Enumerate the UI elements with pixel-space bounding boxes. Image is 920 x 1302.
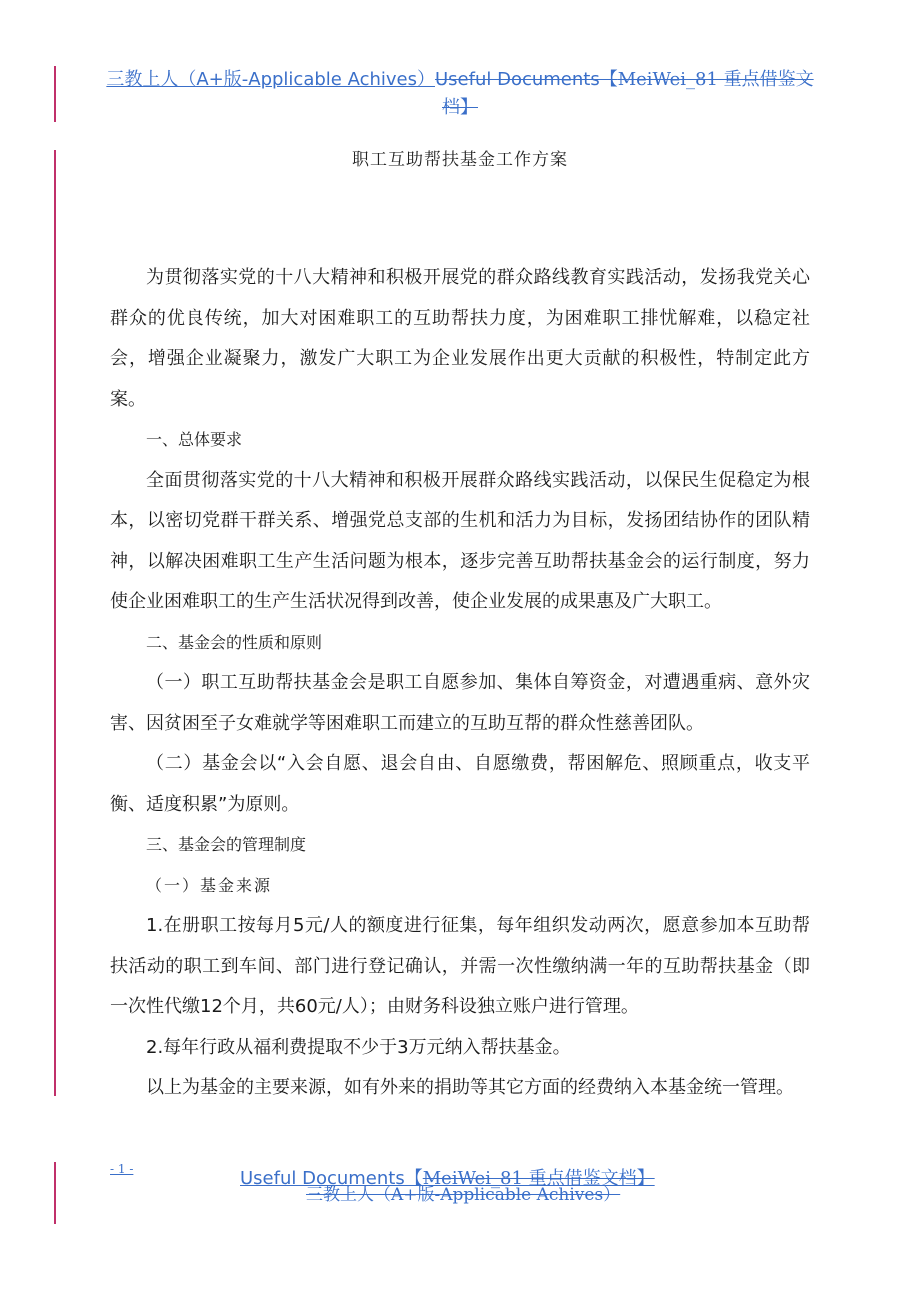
- page-footer: [240, 1164, 660, 1205]
- section-heading-1: 一、总体要求: [146, 430, 243, 449]
- paragraph-section-1: 全面贯彻落实党的十八大精神和积极开展群众路线实践活动，以保民生促稳定为根本，以密切党群干群关系、增强党总支部的生机和活力为目标，发扬团结协作的团队精神，以解决困难职工生产生活问题为根本，逐步完善互助帮扶基金会的运行制度，努力使企业困难职工的生产生活状况得到改善，使企业发展的成果惠及广大职工。: [110, 469, 810, 612]
- revision-bar-top: [54, 66, 56, 122]
- section-heading-3: 三、基金会的管理制度: [146, 835, 307, 854]
- paragraph-fund-item-2: 2.每年行政从福利费提取不少于3万元纳入帮扶基金。: [146, 1036, 571, 1058]
- page-header: [100, 66, 820, 122]
- footer-line-2: 三教上人（A+版-Applicable Achives）: [306, 1185, 621, 1205]
- subheading-fund-source: （一）基金来源: [146, 875, 273, 895]
- paragraph-intro: 为贯彻落实党的十八大精神和积极开展党的群众路线教育实践活动，发扬我党关心群众的优良传统，加大对困难职工的互助帮扶力度，为困难职工排忧解难，以稳定社会，增强企业凝聚力，激发广大职工为企业发展作出更大贡献的积极性，特制定此方案。: [110, 267, 810, 410]
- revision-bar-footer: [54, 1162, 56, 1224]
- footer-text-b: MeiWei_81 重点借鉴文档】: [422, 1168, 655, 1189]
- section-heading-2: 二、基金会的性质和原则: [146, 632, 323, 652]
- document-title: 职工互助帮扶基金工作方案: [352, 150, 568, 170]
- paragraph-fund-item-1: 1.在册职工按每月5元/人的额度进行征集，每年组织发动两次，愿意参加本互助帮扶活动的职工到车间、部门进行登记确认，并需一次性缴纳满一年的互助帮扶基金（即一次性代缴12个月，共60元/人）；由财务科设独立账户进行管理。: [110, 915, 810, 1017]
- document-body: [110, 258, 810, 1109]
- footer-text-a: Useful Documents【: [240, 1168, 423, 1189]
- header-inserted-text: 三教上人（A+版-Applicable Achives）: [106, 69, 435, 90]
- header-deleted-text-b: MeiWei_81 重点借鉴文档】: [442, 69, 814, 118]
- paragraph-principle-1: （一）职工互助帮扶基金会是职工自愿参加、集体自筹资金，对遭遇重病、意外灾害、因贫困至子女难就学等困难职工而建立的互助互帮的群众性慈善团队。: [110, 672, 810, 734]
- paragraph-fund-summary: 以上为基金的主要来源，如有外来的捐助等其它方面的经费纳入本基金统一管理。: [146, 1077, 794, 1098]
- header-deleted-text-a: Useful Documents【: [434, 69, 618, 90]
- page-number: - 1 -: [110, 1162, 134, 1176]
- revision-bar-body: [54, 150, 56, 1096]
- paragraph-principle-2: （二）基金会以“入会自愿、退会自由、自愿缴费，帮困解危、照顾重点，收支平衡、适度积累”为原则。: [110, 753, 810, 815]
